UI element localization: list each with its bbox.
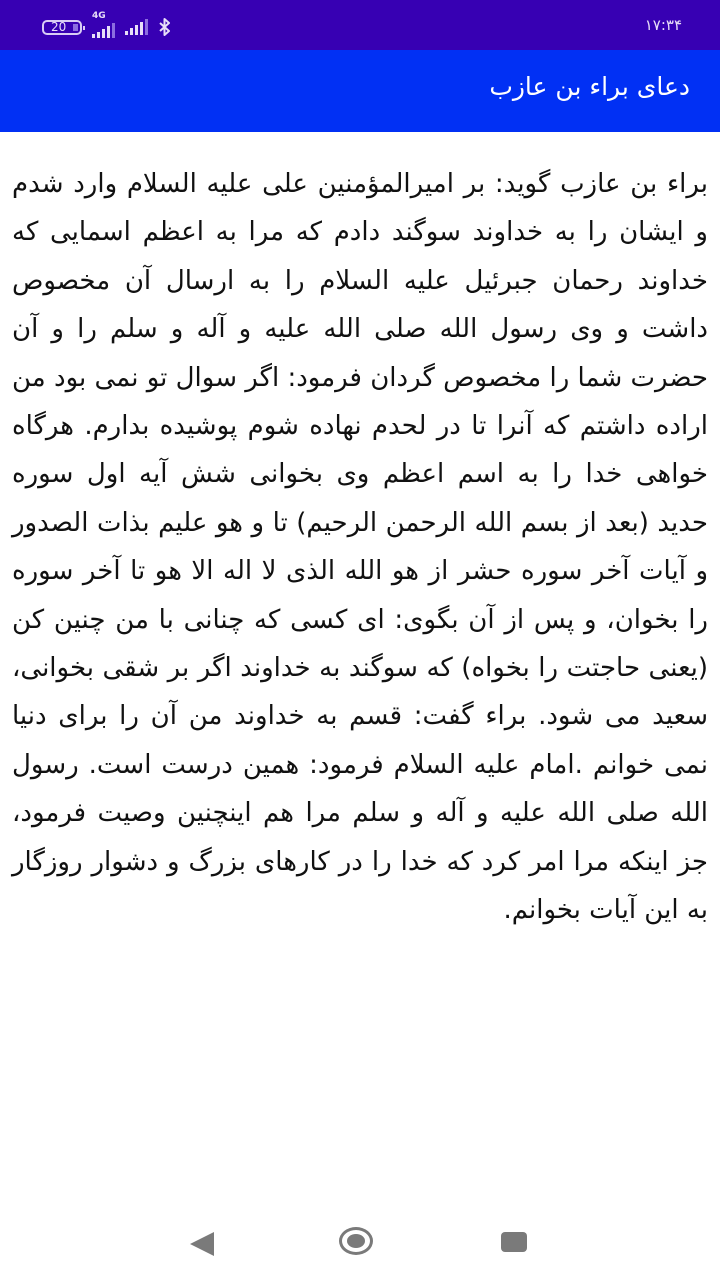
signal-icon — [125, 19, 148, 35]
home-circle-icon[interactable] — [339, 1227, 373, 1255]
navigation-bar — [0, 1210, 720, 1280]
recents-square-icon[interactable] — [501, 1232, 527, 1252]
page-title: دعای براء بن عازب — [489, 72, 690, 101]
status-bar — [0, 0, 720, 50]
battery-level: 20 — [51, 20, 67, 34]
back-triangle-icon[interactable] — [190, 1232, 214, 1256]
prayer-text: براء بن عازب گوید: بر امیرالمؤمنین علی علیه السلام وارد شدم و ایشان را به خداوند سوگند دادم که مرا به اعظم اسمایی که خداوند رحمان جبرئیل علیه السلام را به ارسال آن مخصوص داشت و وی رسول الله صلی الله علیه و آله و سلم را و آن حضرت شما را مخصوص گردان فرمود: اگر سوال تو نمی بود من اراده داشتم که آنرا تا در لحدم نهاده شوم پوشیده بدارم. هرگاه خواهی خدا را به اسم اعظم وی بخوانی شش آیه اول سوره حدید (بعد از بسم الله الرحمن الرحیم) تا و هو علیم بذات الصدور و آیات آخر سوره حشر از هو الله الذی لا اله الا هو تا آخر سوره را بخوان، و پس از آن بگوی: ای کسی که چنانی با من چنین کن (یعنی حاجتت را بخواه) که سوگند به خداوند اگر بر شقی بخوانی، سعید می شود. براء گفت: قسم به خداوند من آن را برای دنیا نمی خوانم .امام علیه السلام فرمود: همین درست است. رسول الله صلی الله علیه و آله و سلم مرا هم اینچنین وصیت فرمود، جز اینکه مرا امر کرد که خدا را در کارهای بزرگ و دشوار روزگار به این آیات بخوانم. — [12, 169, 708, 926]
status-icons — [42, 11, 172, 38]
bluetooth-icon — [158, 18, 172, 36]
battery-icon — [42, 20, 82, 35]
signal-4g-icon — [92, 11, 115, 38]
clock: ۱۷:۳۴ — [644, 16, 682, 34]
prayer-text-container[interactable] — [12, 160, 708, 935]
network-type-label: 4G — [92, 11, 106, 21]
app-bar — [0, 50, 720, 132]
